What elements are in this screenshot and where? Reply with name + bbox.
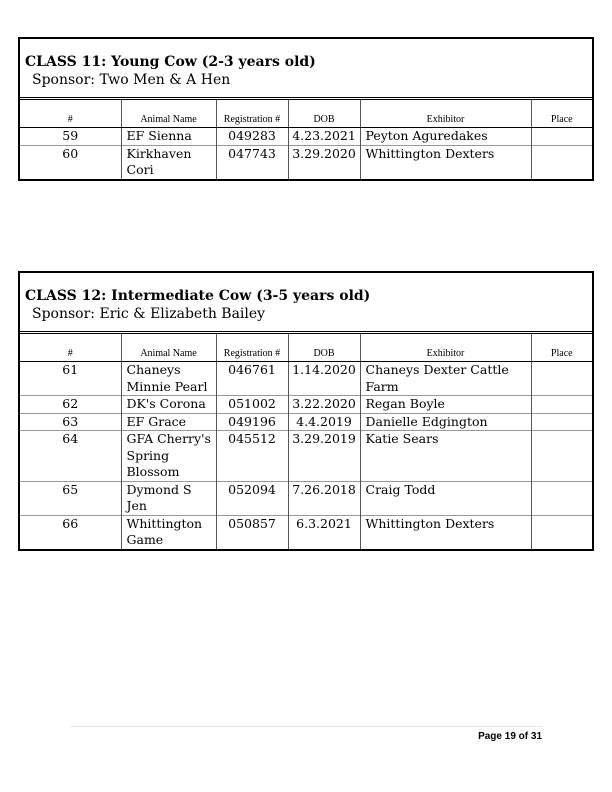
table-row bbox=[20, 431, 592, 482]
place bbox=[531, 515, 592, 549]
registration-number: 047743 bbox=[216, 145, 288, 179]
registration-number: 049283 bbox=[216, 128, 288, 146]
page-number: Page 19 of 31 bbox=[478, 731, 542, 742]
place bbox=[531, 145, 592, 179]
col-header-dob: DOB bbox=[288, 100, 360, 128]
registration-number: 050857 bbox=[216, 515, 288, 549]
animal-name: EF Sienna bbox=[121, 128, 216, 146]
class-header bbox=[20, 273, 592, 334]
registration-number: 052094 bbox=[216, 481, 288, 515]
date-of-birth: 4.23.2021 bbox=[288, 128, 360, 146]
registration-number: 049196 bbox=[216, 413, 288, 431]
entry-number: 64 bbox=[20, 431, 121, 482]
registration-number: 046761 bbox=[216, 362, 288, 396]
place bbox=[531, 128, 592, 146]
footer-divider bbox=[70, 726, 542, 727]
date-of-birth: 3.29.2019 bbox=[288, 431, 360, 482]
date-of-birth: 6.3.2021 bbox=[288, 515, 360, 549]
class-12-section bbox=[18, 271, 594, 551]
place bbox=[531, 362, 592, 396]
exhibitor: Whittington Dexters bbox=[360, 515, 531, 549]
date-of-birth: 4.4.2019 bbox=[288, 413, 360, 431]
entry-number: 63 bbox=[20, 413, 121, 431]
class-sponsor: Sponsor: Two Men & A Hen bbox=[32, 72, 231, 88]
date-of-birth: 7.26.2018 bbox=[288, 481, 360, 515]
animal-name: GFA Cherry's Spring Blossom bbox=[121, 431, 216, 482]
table-header-row bbox=[20, 334, 592, 362]
table-row bbox=[20, 396, 592, 414]
animal-name: Whittington Game bbox=[121, 515, 216, 549]
class-sponsor: Sponsor: Eric & Elizabeth Bailey bbox=[32, 306, 266, 322]
exhibitor: Katie Sears bbox=[360, 431, 531, 482]
animal-name: Kirkhaven Cori bbox=[121, 145, 216, 179]
animal-name: Dymond S Jen bbox=[121, 481, 216, 515]
table-row bbox=[20, 128, 592, 146]
exhibitor: Whittington Dexters bbox=[360, 145, 531, 179]
col-header-exhibitor: Exhibitor bbox=[360, 334, 531, 362]
col-header-registration: Registration # bbox=[216, 100, 288, 128]
class-title: CLASS 11: Young Cow (2-3 years old) bbox=[25, 54, 316, 70]
entry-number: 62 bbox=[20, 396, 121, 414]
entry-number: 60 bbox=[20, 145, 121, 179]
table-row bbox=[20, 145, 592, 179]
animal-name: EF Grace bbox=[121, 413, 216, 431]
col-header-registration: Registration # bbox=[216, 334, 288, 362]
col-header-dob: DOB bbox=[288, 334, 360, 362]
table-row bbox=[20, 481, 592, 515]
entry-number: 59 bbox=[62, 128, 79, 143]
entry-number: 66 bbox=[20, 515, 121, 549]
animal-name: Chaneys Minnie Pearl bbox=[121, 362, 216, 396]
exhibitor: Chaneys Dexter Cattle Farm bbox=[360, 362, 531, 396]
col-header-place: Place bbox=[531, 100, 592, 128]
class-title: CLASS 12: Intermediate Cow (3-5 years old) bbox=[25, 288, 371, 304]
col-header-num: # bbox=[20, 100, 121, 128]
entries-table bbox=[20, 334, 592, 549]
registration-number: 051002 bbox=[216, 396, 288, 414]
table-row bbox=[20, 515, 592, 549]
place bbox=[531, 481, 592, 515]
class-11-section bbox=[18, 37, 594, 181]
exhibitor: Danielle Edgington bbox=[360, 413, 531, 431]
col-header-exhibitor: Exhibitor bbox=[360, 100, 531, 128]
date-of-birth: 3.29.2020 bbox=[288, 145, 360, 179]
registration-number: 045512 bbox=[216, 431, 288, 482]
entry-number: 65 bbox=[20, 481, 121, 515]
col-header-animal-name: Animal Name bbox=[121, 334, 216, 362]
table-header-row bbox=[20, 100, 592, 128]
exhibitor: Peyton Aguredakes bbox=[360, 128, 531, 146]
exhibitor: Regan Boyle bbox=[360, 396, 531, 414]
entry-number: 61 bbox=[62, 362, 79, 377]
date-of-birth: 1.14.2020 bbox=[288, 362, 360, 396]
place bbox=[531, 396, 592, 414]
class-header bbox=[20, 39, 592, 100]
date-of-birth: 3.22.2020 bbox=[288, 396, 360, 414]
place bbox=[531, 413, 592, 431]
table-row bbox=[20, 362, 592, 396]
entries-table bbox=[20, 100, 592, 179]
col-header-place: Place bbox=[531, 334, 592, 362]
col-header-num: # bbox=[20, 334, 121, 362]
col-header-animal-name: Animal Name bbox=[121, 100, 216, 128]
exhibitor: Craig Todd bbox=[360, 481, 531, 515]
place bbox=[531, 431, 592, 482]
animal-name: DK's Corona bbox=[121, 396, 216, 414]
table-row bbox=[20, 413, 592, 431]
